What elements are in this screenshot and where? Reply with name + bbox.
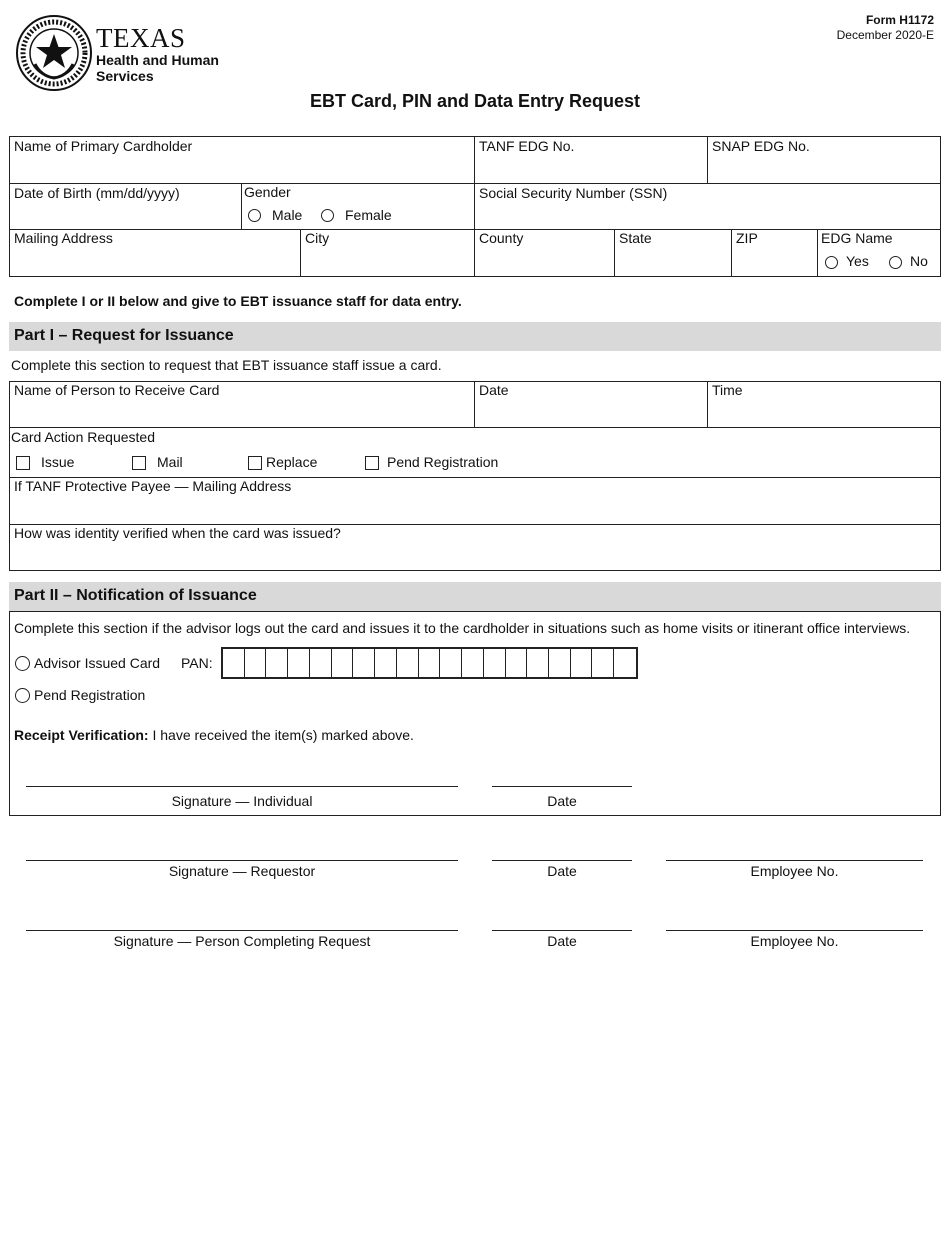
requestor-signature-label: Signature — Requestor	[168, 863, 316, 879]
replace-checkbox[interactable]	[248, 455, 262, 471]
agency-name	[96, 24, 219, 84]
mailing-address-label: Mailing Address	[14, 230, 113, 246]
county-field[interactable]	[475, 230, 614, 276]
request-date-field[interactable]	[475, 382, 707, 427]
edg-no-radio[interactable]	[889, 254, 902, 270]
issue-label: Issue	[41, 454, 75, 470]
pend-registration-radio[interactable]	[15, 688, 30, 704]
receiver-name-label: Name of Person to Receive Card	[14, 382, 220, 398]
state-label: State	[619, 230, 652, 246]
checkbox-icon	[365, 456, 379, 470]
individual-signature-label: Signature — Individual	[171, 793, 313, 809]
individual-date-line[interactable]	[492, 786, 632, 787]
checkbox-icon	[248, 456, 262, 470]
gender-label: Gender	[244, 184, 291, 200]
completer-date-label: Date	[547, 933, 577, 949]
receipt-verification-bold: Receipt Verification:	[14, 727, 149, 743]
texas-seal-icon	[15, 14, 93, 92]
zip-field[interactable]	[732, 230, 817, 276]
primary-cardholder-label: Name of Primary Cardholder	[14, 138, 193, 154]
tanf-edg-label: TANF EDG No.	[479, 138, 575, 154]
snap-edg-field[interactable]	[708, 137, 940, 183]
requestor-employee-line[interactable]	[666, 860, 923, 861]
radio-icon	[889, 256, 902, 269]
ssn-label: Social Security Number (SSN)	[479, 185, 668, 201]
agency-line2: Health and Human	[96, 52, 219, 68]
part2-heading	[9, 582, 941, 611]
page-title: EBT Card, PIN and Data Entry Request	[309, 91, 641, 111]
requestor-date-line[interactable]	[492, 860, 632, 861]
radio-icon	[15, 656, 30, 671]
completer-signature-label: Signature — Person Completing Request	[113, 933, 371, 949]
agency-line3: Services	[96, 68, 154, 84]
individual-date-label: Date	[547, 793, 577, 809]
protective-payee-field[interactable]	[10, 478, 940, 524]
zip-label: ZIP	[736, 230, 758, 246]
radio-icon	[15, 688, 30, 703]
radio-icon	[248, 209, 261, 222]
completer-signature-line[interactable]	[26, 930, 458, 931]
issue-checkbox[interactable]	[16, 455, 30, 471]
card-action-label: Card Action Requested	[11, 429, 155, 445]
completer-employee-label: Employee No.	[750, 933, 839, 949]
replace-label: Replace	[266, 454, 318, 470]
pend-registration-option-label: Pend Registration	[34, 687, 146, 703]
city-label: City	[305, 230, 330, 246]
dob-label: Date of Birth (mm/dd/yyyy)	[14, 185, 180, 201]
pan-label: PAN:	[181, 655, 213, 671]
requestor-employee-label: Employee No.	[750, 863, 839, 879]
identity-verified-label: How was identity verified when the card was issued?	[14, 525, 341, 541]
edg-yes-label: Yes	[846, 253, 869, 269]
ssn-field[interactable]	[475, 184, 940, 229]
receipt-verification-text: I have received the item(s) marked above.	[148, 727, 414, 743]
completer-date-line[interactable]	[492, 930, 632, 931]
gender-female-radio[interactable]	[321, 207, 334, 223]
identity-verified-field[interactable]	[10, 525, 940, 570]
form-date: December 2020-E	[836, 28, 934, 42]
edg-yes-radio[interactable]	[825, 254, 838, 270]
tanf-edg-field[interactable]	[475, 137, 707, 183]
pend-registration-checkbox[interactable]	[365, 455, 379, 471]
part1-intro: Complete this section to request that EBT issuance staff issue a card.	[11, 357, 442, 373]
hhs-logo	[15, 14, 93, 92]
county-label: County	[479, 230, 524, 246]
radio-icon	[825, 256, 838, 269]
mail-checkbox[interactable]	[132, 455, 146, 471]
advisor-issued-radio[interactable]	[15, 656, 30, 672]
requestor-signature-line[interactable]	[26, 860, 458, 861]
pan-input[interactable]	[221, 647, 638, 679]
request-time-label: Time	[712, 382, 743, 398]
mailing-address-field[interactable]	[10, 230, 300, 276]
part2-heading-text: Part II – Notification of Issuance	[14, 587, 257, 604]
form-number: Form H1172	[865, 13, 934, 27]
city-field[interactable]	[301, 230, 474, 276]
receiver-name-field[interactable]	[10, 382, 474, 427]
instructions: Complete I or II below and give to EBT issuance staff for data entry.	[14, 293, 462, 309]
request-date-label: Date	[479, 382, 509, 398]
part1-heading	[9, 322, 941, 351]
checkbox-icon	[132, 456, 146, 470]
primary-cardholder-field[interactable]	[10, 137, 474, 183]
part2-intro: Complete this section if the advisor logs out the card and issues it to the cardholder in situations such as home visits or itinerant office interviews.	[14, 620, 911, 636]
dob-field[interactable]	[10, 184, 241, 229]
gender-male-radio[interactable]	[248, 207, 261, 223]
radio-icon	[321, 209, 334, 222]
state-field[interactable]	[615, 230, 731, 276]
checkbox-icon	[16, 456, 30, 470]
edg-no-label: No	[910, 253, 928, 269]
requestor-date-label: Date	[547, 863, 577, 879]
completer-employee-line[interactable]	[666, 930, 923, 931]
individual-signature-line[interactable]	[26, 786, 458, 787]
advisor-issued-label: Advisor Issued Card	[34, 655, 161, 671]
snap-edg-label: SNAP EDG No.	[712, 138, 810, 154]
pend-registration-label: Pend Registration	[387, 454, 499, 470]
mail-label: Mail	[157, 454, 183, 470]
part1-heading-text: Part I – Request for Issuance	[14, 327, 234, 344]
request-time-field[interactable]	[708, 382, 940, 427]
receipt-verification	[14, 727, 414, 743]
gender-male-label: Male	[272, 207, 303, 223]
agency-line1: TEXAS	[96, 23, 186, 53]
edg-name-label: EDG Name	[821, 230, 893, 246]
protective-payee-label: If TANF Protective Payee — Mailing Address	[14, 478, 292, 494]
gender-female-label: Female	[345, 207, 392, 223]
